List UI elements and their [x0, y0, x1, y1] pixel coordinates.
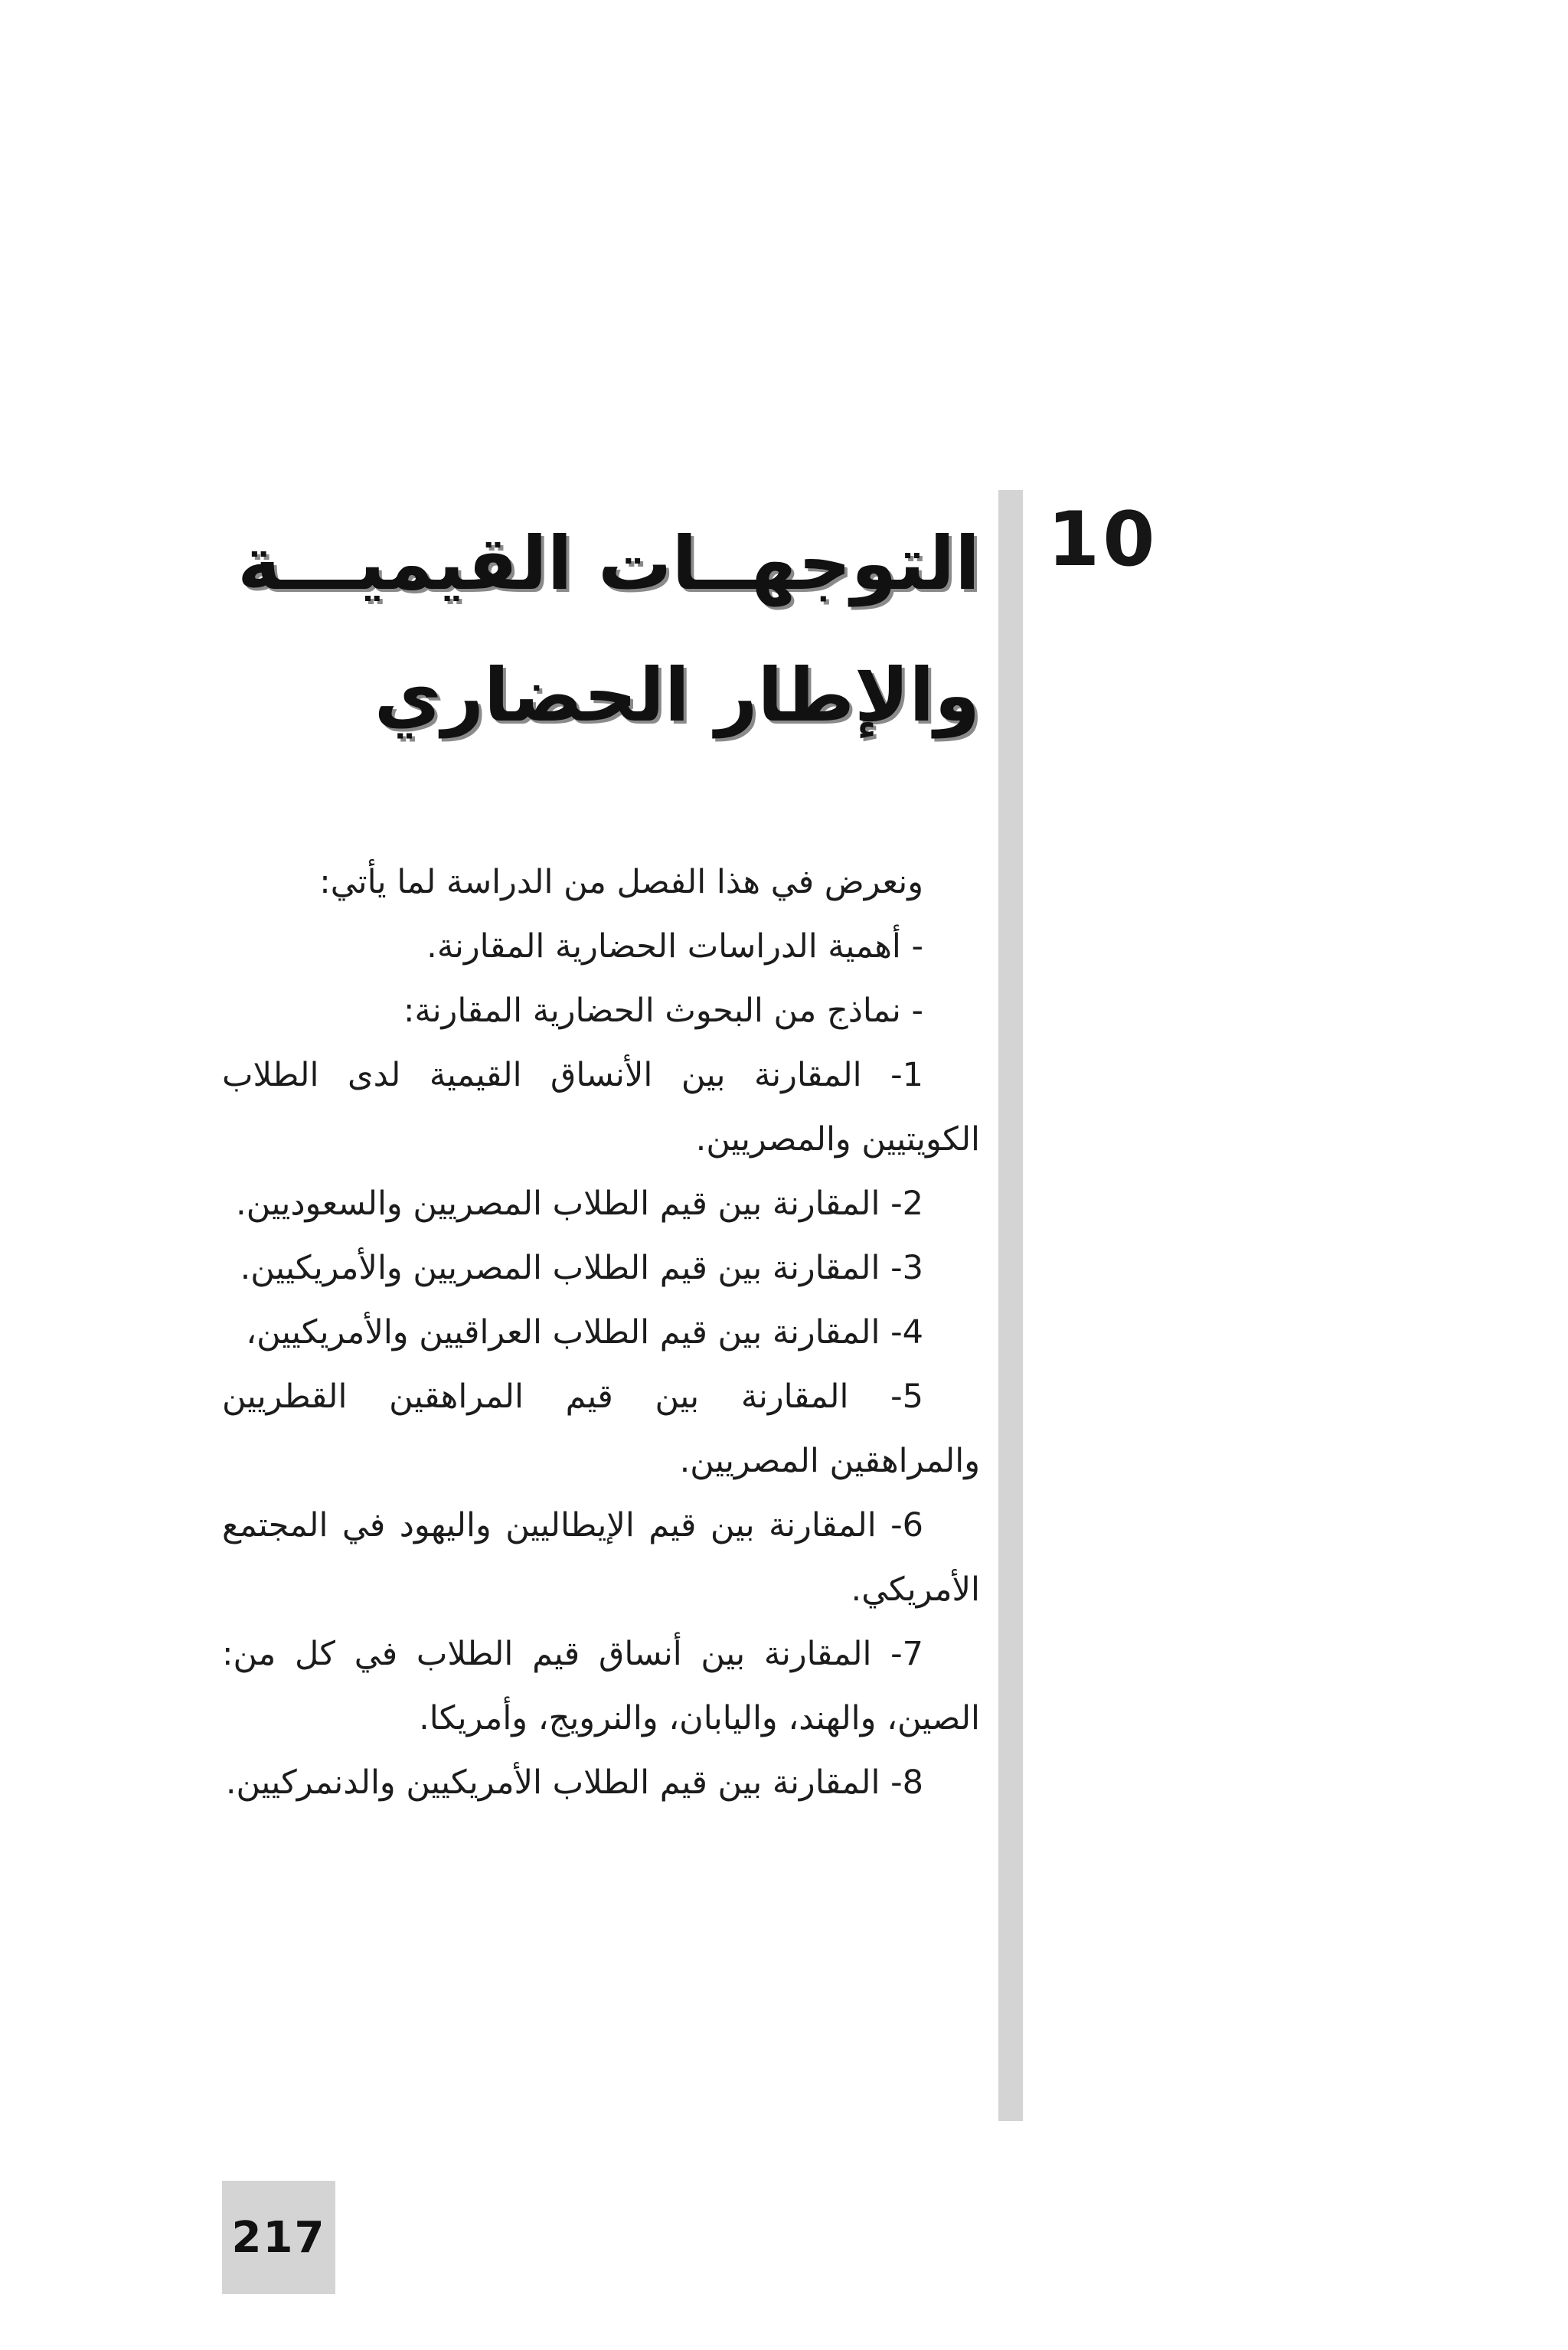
chapter-title-line-2: والإطار الحضاري [374, 652, 980, 738]
chapter-side-bar [998, 490, 1023, 2121]
list-item: 2- المقارنة بين قيم الطلاب المصريين والسعوديين. [236, 1185, 923, 1223]
list-item: 1- المقارنة بين الأنساق القيمية لدى الطلاب الكويتيين والمصريين. [222, 1056, 980, 1159]
list-item: 8- المقارنة بين قيم الطلاب الأمريكيين والدنمركيين. [225, 1763, 923, 1802]
list-item: 3- المقارنة بين قيم الطلاب المصريين والأمريكيين. [240, 1249, 923, 1287]
chapter-number: 10 [1047, 496, 1158, 583]
page-number: 217 [231, 2212, 326, 2263]
bullet-importance: - أهمية الدراسات الحضارية المقارنة. [426, 927, 923, 966]
bullet-models: - نماذج من البحوث الحضارية المقارنة: [403, 992, 923, 1030]
list-item: 6- المقارنة بين قيم الإيطاليين واليهود في المجتمع الأمريكي. [222, 1506, 980, 1609]
page-number-box [222, 2181, 335, 2294]
chapter-title-line-1: التوجهــات القيميـــة [237, 521, 980, 606]
chapter-title [237, 498, 980, 761]
list-item: 5- المقارنة بين قيم المراهقين القطريين والمراهقين المصريين. [222, 1378, 980, 1480]
list-item: 7- المقارنة بين أنساق قيم الطلاب في كل من: الصين، والهند، واليابان، والنرويج، وأمريكا. [222, 1635, 980, 1737]
chapter-overview [222, 850, 980, 1815]
intro-paragraph: ونعرض في هذا الفصل من الدراسة لما يأتي: [319, 863, 923, 901]
list-item: 4- المقارنة بين قيم الطلاب العراقيين والأمريكيين، [246, 1313, 923, 1351]
